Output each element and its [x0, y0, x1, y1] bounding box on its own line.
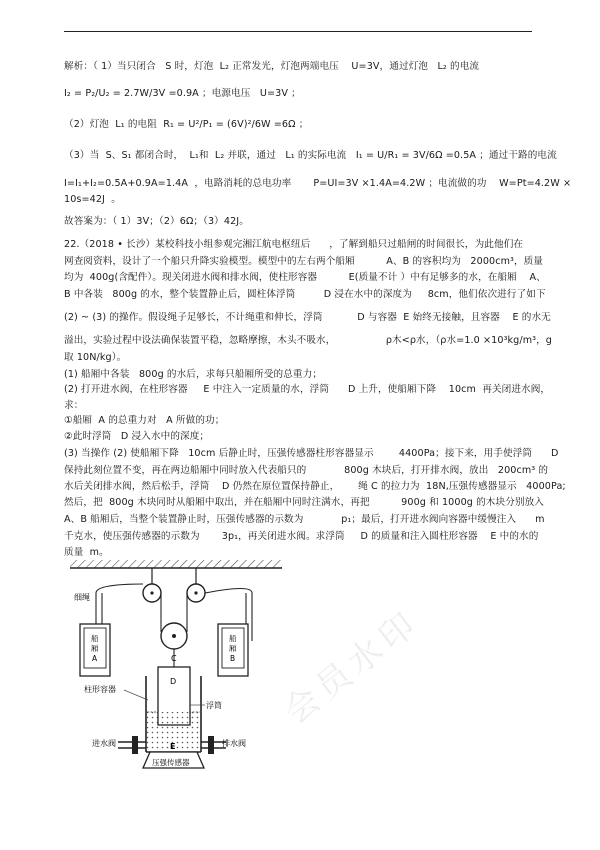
inlet-label: 进水阀: [92, 739, 116, 748]
boat-a: [80, 624, 110, 676]
text-line: 求：: [64, 400, 84, 411]
ceiling: [70, 560, 282, 568]
text-line: 取 10N/kg）。: [64, 352, 127, 363]
text-line: 解析：（ 1）当只闭合 S 时，灯泡 L₂ 正常发光，灯泡两端电压 U=3V，通过灯泡 L₂ 的电流: [64, 61, 480, 72]
boat-b: [218, 624, 248, 676]
text-line: （3）当 S、S₁ 都闭合时， L₁和 L₂ 并联，通过 L₁ 的实际电流 I₁ = U/R₁ = 3V/6Ω =0.5A ；通过干路的电流: [64, 150, 557, 161]
sensor-label: 压强传感器: [152, 758, 190, 767]
text-line: 网查阅资料，设计了一个船只升降实验模型。模型中的左右两个船厢 A、B 的容积均为 2000cm³，质量: [64, 256, 544, 267]
text-line: 千克水，使压强传感器的示数为 3p₁，再关闭进水阀。求浮筒 D 的质量和注入圆柱形容器 E 中的水的: [64, 531, 539, 542]
text-line: B 中各装 800g 的水，整个装置静止后，圆柱体浮筒 D 浸在水中的深度为 8cm，他们依次进行了如下: [64, 289, 546, 300]
text-line: 10s=42J 。: [64, 194, 121, 205]
svg-text:船: 船: [229, 634, 237, 643]
inlet-valve: [118, 736, 146, 754]
watermark: 会员水印: [276, 602, 428, 733]
svg-text:D: D: [170, 677, 177, 686]
text-line: (2) 打开进水阀，在柱形容器 E 中注入一定质量的水，浮筒 D 上升，使船厢下降 10cm 再关闭进水阀，: [64, 384, 551, 395]
top-pulley-left: [143, 568, 161, 602]
text-line: A、B 船厢后，当整个装置静止时，压强传感器的示数为 p₁；最后，打开进水阀向容器中缓慢注入 m: [64, 514, 545, 525]
text-line: (1) 船厢中各装 800g 的水后，求每只船厢所受的总重力；: [64, 369, 323, 380]
text-line: ①船厢 A 的总重力对 A 所做的功；: [64, 415, 225, 426]
float-label: 浮筒: [206, 701, 222, 710]
text-line: 然后，把 800g 木块同时从船厢中取出，并在船厢中同时注满水，再把 900g 和 1000g 的木块分别放入: [64, 497, 544, 508]
text-line: I=I₁+I₂=0.5A+0.9A=1.4A ，电路消耗的总电功率 P=UI=3V ×1.4A=4.2W ；电流做的功 W=Pt=4.2W ×: [64, 178, 572, 189]
text-line: 故答案为：（ 1）3V；（2）6Ω；（3）42J。: [64, 216, 249, 227]
text-line: 22.（2018 • 长沙）某校科技小组参观完湘江航电枢纽后 ，了解到船只过船闸的时间很长，为此他们在: [64, 239, 524, 250]
float-d: [158, 667, 190, 725]
text-line: 质量 m。: [64, 547, 109, 558]
text-line: 保持此刻位置不变，再在两边船厢中同时放入代表船只的 800g 木块后，打开排水阀，放出 200cm³ 的: [64, 465, 549, 476]
text-line: I₂ = P₂/U₂ = 2.7W/3V =0.9A ；电源电压 U=3V ；: [64, 88, 301, 99]
text-line: (3) 当操作 (2) 使船厢下降 10cm 后静止时，压强传感器柱形容器显示 4400Pa；接下来，用手使浮筒 D: [64, 448, 559, 459]
svg-text:船: 船: [91, 634, 99, 643]
container-label: 柱形容器: [84, 685, 116, 694]
text-line: 水后关闭排水阀，然后松手，浮筒 D 仍然在原位置保持静止， 绳 C 的拉力为 18N,压强传感器显示 4000Pa;: [64, 481, 566, 492]
svg-text:厢: 厢: [229, 644, 237, 653]
pulley-c-label: C: [171, 654, 177, 663]
pulley-c: [161, 623, 187, 667]
svg-text:A: A: [92, 654, 98, 663]
text-line: ②此时浮筒 D 浸入水中的深度；: [64, 431, 210, 442]
rope-label: 细绳: [74, 593, 90, 602]
text-line: 均为 400g(含配件）。现关闭进水阀和排水阀，使柱形容器 E(质量不计 ）中有足够多的水，在船厢 A、: [64, 272, 546, 283]
text-line: （2）灯泡 L₁ 的电阻 R₁ = U²/P₁ = (6V)²/6W =6Ω ；: [64, 119, 309, 130]
text-line: 溢出，实验过程中设法确保装置平稳，忽略摩擦，木头不吸水， ρ木<ρ水，（ρ水=1.0 ×10³kg/m³，g: [64, 335, 552, 346]
e-label: E: [170, 742, 176, 751]
top-pulley-right: [187, 568, 205, 602]
outlet-label: 排水阀: [222, 739, 246, 748]
svg-text:B: B: [230, 654, 236, 663]
svg-text:厢: 厢: [91, 644, 99, 653]
text-line: (2) ~ (3) 的操作。假设绳子足够长，不计绳重和伸长，浮筒 D 与容器 E 始终无接触，且容器 E 的水无: [64, 312, 551, 323]
